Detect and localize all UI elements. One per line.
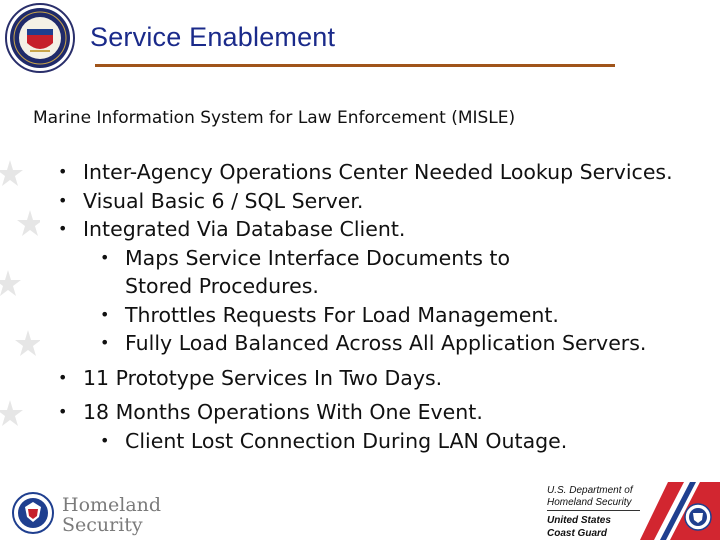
bullet-glyph: •: [100, 247, 110, 267]
coast-guard-racing-stripe-icon: [640, 482, 720, 540]
bullet-glyph: •: [58, 190, 68, 210]
bullet-glyph: •: [100, 333, 110, 352]
bullet-item: [58, 398, 708, 427]
bullet-text: Client Lost Connection During LAN Outage.: [125, 428, 568, 453]
bullet-text: Visual Basic 6 / SQL Server.: [83, 188, 364, 213]
bullet-text: 11 Prototype Services In Two Days.: [83, 365, 443, 390]
bullet-text: Integrated Via Database Client.: [83, 217, 406, 241]
background-stars: [0, 150, 40, 470]
sub-bullet-item: [58, 244, 708, 301]
bullet-item: [58, 158, 708, 187]
dhs-line-1: Homeland: [62, 494, 162, 516]
bullet-glyph: •: [100, 430, 110, 450]
bullet-glyph: •: [58, 367, 68, 387]
bullet-text: 18 Months Operations With One Event.: [83, 400, 483, 424]
bullet-item: [58, 187, 708, 216]
coast-guard-seal-icon: [5, 3, 75, 73]
bullet-item: [58, 364, 708, 393]
sub-bullet-item: [58, 329, 708, 358]
bullet-glyph: •: [58, 162, 68, 181]
title-underline: [95, 64, 615, 67]
cg-line-2: Coast Guard: [547, 528, 608, 539]
bullet-glyph: •: [58, 219, 68, 238]
bullet-item: [58, 215, 708, 244]
slide-title: Service Enablement: [90, 22, 336, 52]
bullet-text: Throttles Requests For Load Management.: [125, 302, 559, 327]
bullet-glyph: •: [100, 304, 110, 324]
bullet-list: [58, 158, 708, 455]
bullet-text: Maps Service Interface Documents to Stored Procedures.: [125, 245, 511, 298]
caption-divider: [547, 510, 640, 511]
cg-line-1: United States: [547, 515, 611, 526]
dhs-seal-icon: [12, 492, 54, 534]
bullet-glyph: •: [58, 402, 68, 421]
dhs-line-2: Security: [62, 514, 143, 536]
sub-bullet-item: [58, 427, 708, 456]
dept-line-1: U.S. Department of: [547, 485, 633, 496]
slide-subtitle: Marine Information System for Law Enforcement (MISLE): [33, 108, 516, 128]
homeland-security-wordmark: [62, 495, 161, 535]
bullet-text: Inter-Agency Operations Center Needed Lookup Services.: [83, 160, 673, 184]
dept-coast-guard-caption: [547, 485, 633, 540]
dept-line-2: Homeland Security: [547, 497, 632, 508]
sub-bullet-item: [58, 301, 708, 330]
bullet-text: Fully Load Balanced Across All Application Servers.: [125, 331, 647, 355]
